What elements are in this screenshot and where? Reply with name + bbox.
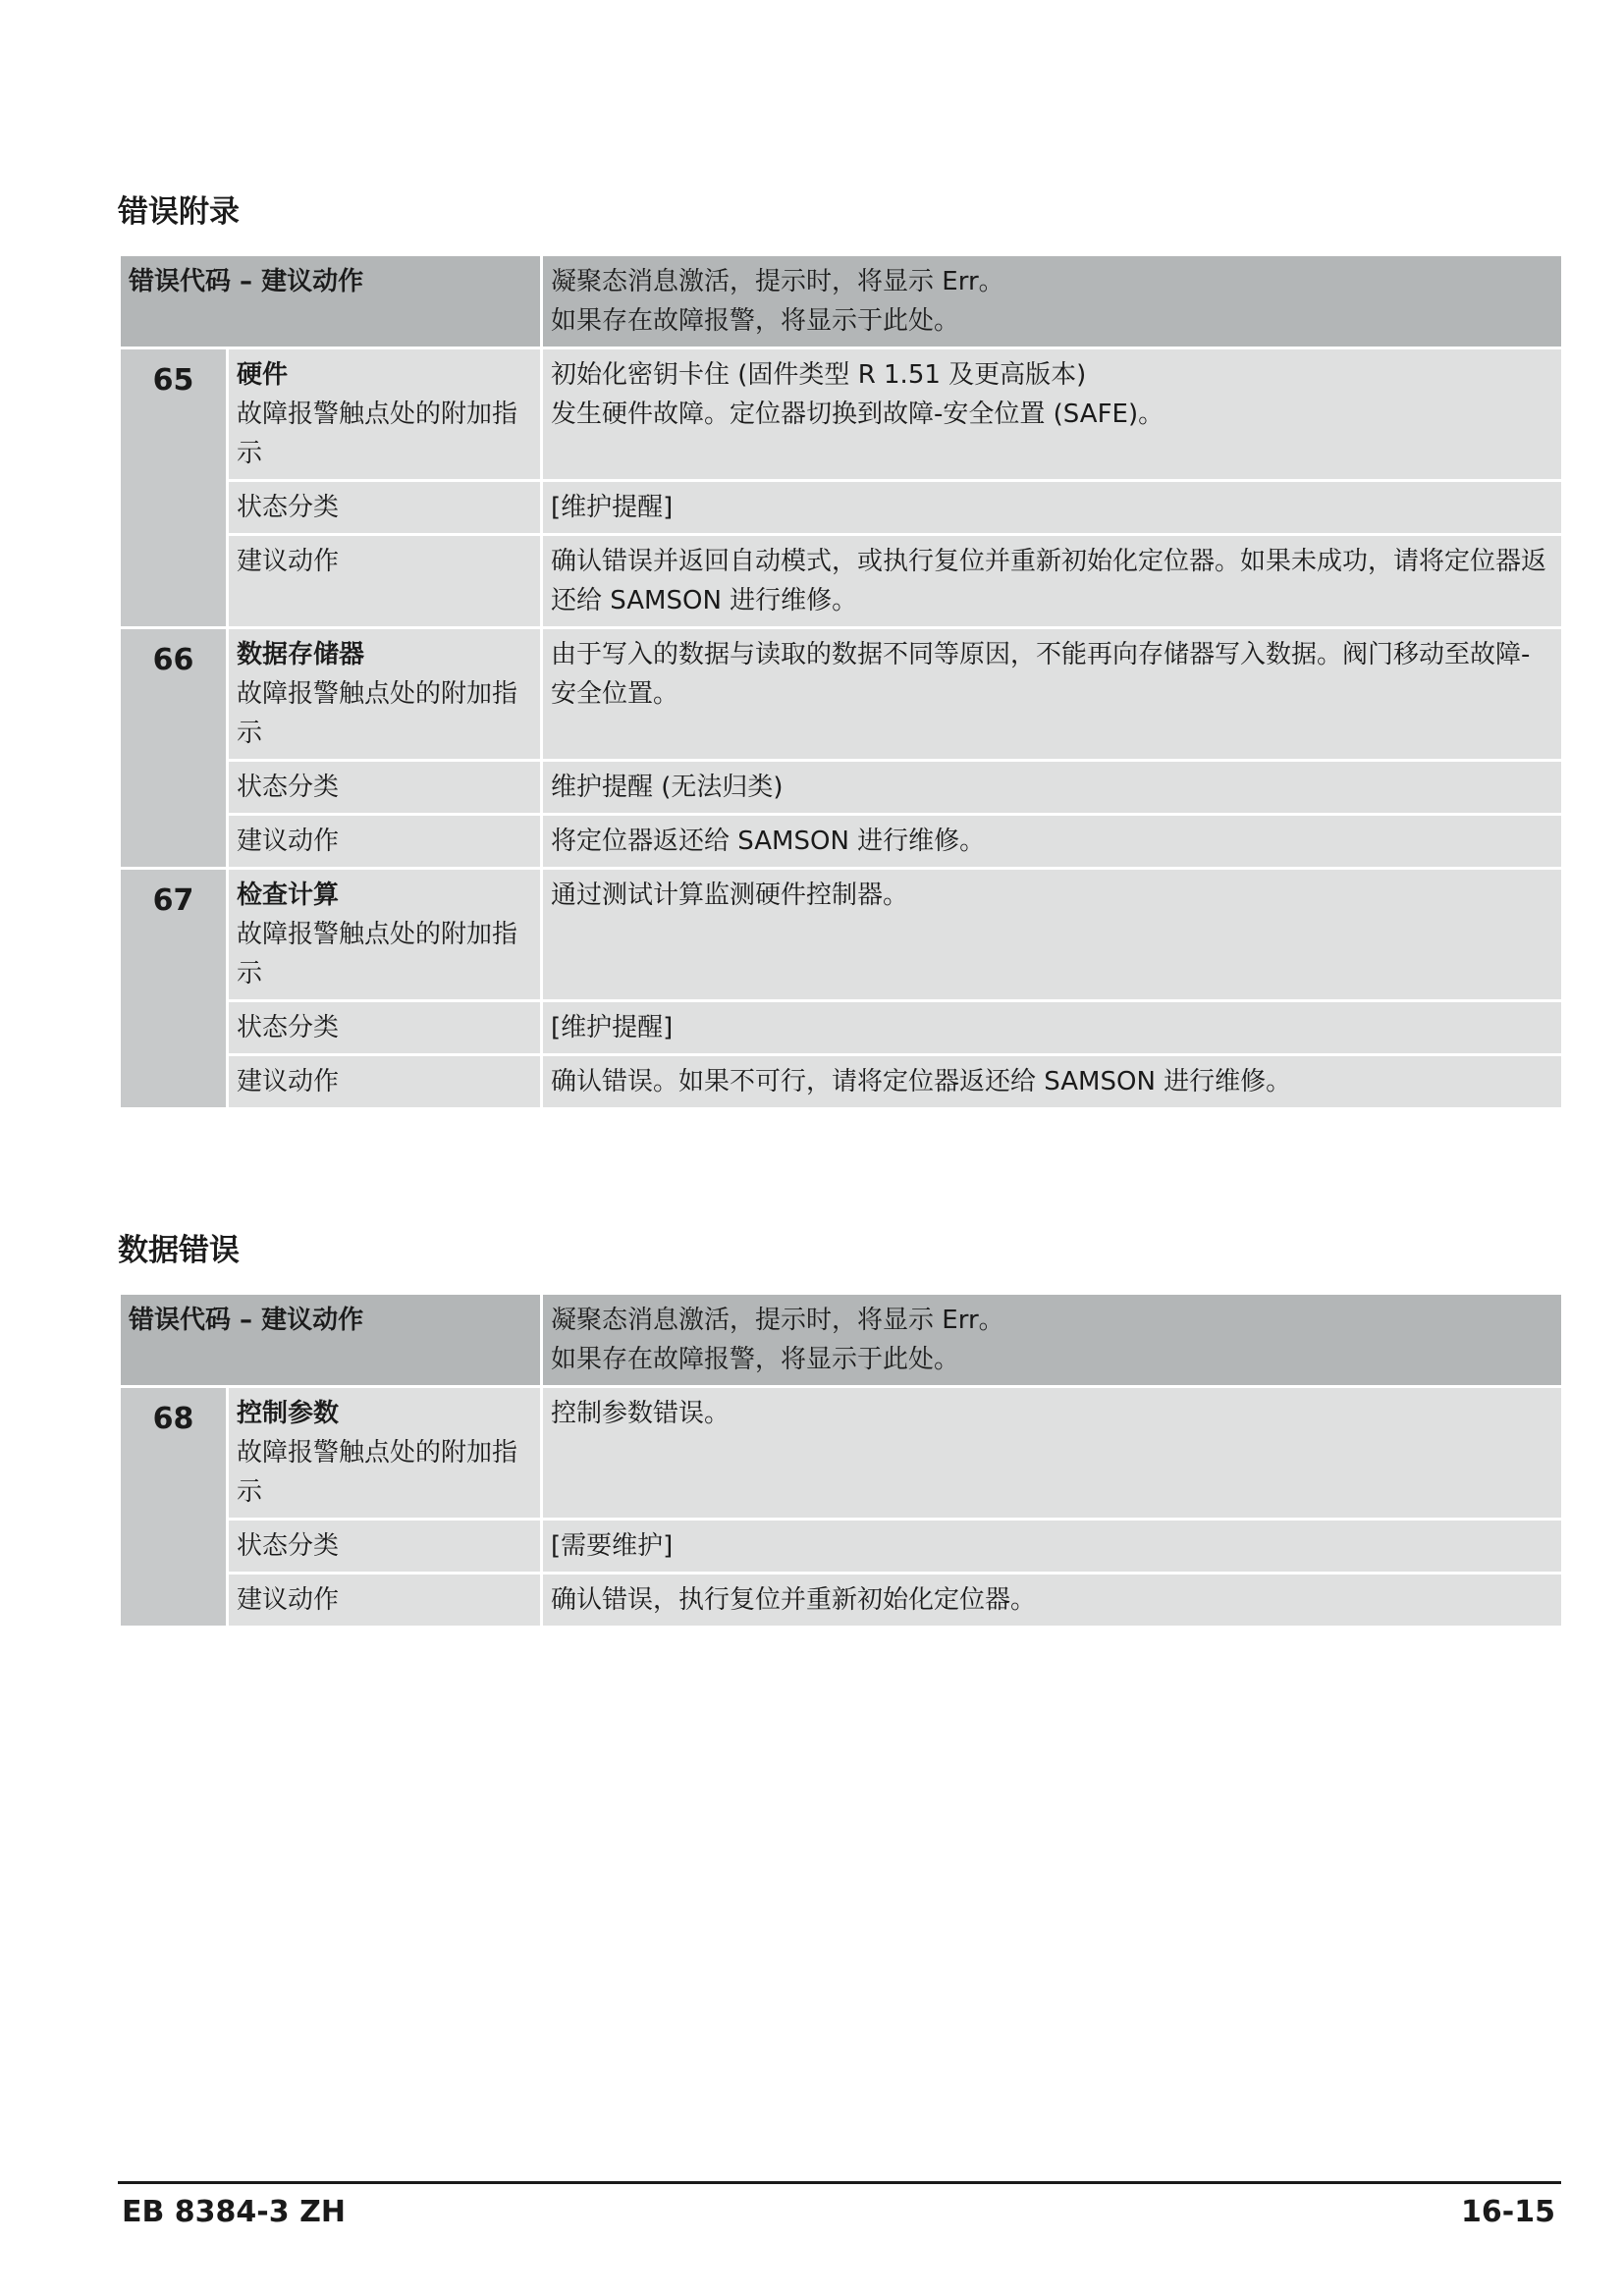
section-title-error-appendix: 错误附录 xyxy=(118,194,240,230)
error-table-data xyxy=(118,1292,1564,1629)
description-line: 通过测试计算监测硬件控制器。 xyxy=(551,881,909,910)
action-label: 建议动作 xyxy=(228,1055,542,1109)
action-label: 建议动作 xyxy=(228,535,542,628)
table-row xyxy=(120,348,1563,481)
error-description xyxy=(542,348,1563,481)
error-name: 控制参数 xyxy=(237,1399,340,1428)
error-name: 数据存储器 xyxy=(237,640,365,669)
error-name: 检查计算 xyxy=(237,881,340,910)
section-title-data-error: 数据错误 xyxy=(118,1233,240,1268)
table-header-row xyxy=(120,1294,1563,1387)
table-row xyxy=(120,1001,1563,1055)
header-description xyxy=(542,255,1563,348)
table-row xyxy=(120,1055,1563,1109)
table-row xyxy=(120,1520,1563,1574)
error-code: 68 xyxy=(120,1387,228,1628)
error-code: 66 xyxy=(120,628,228,869)
error-name-cell xyxy=(228,628,542,761)
error-description xyxy=(542,869,1563,1001)
status-label: 状态分类 xyxy=(228,1001,542,1055)
action-label: 建议动作 xyxy=(228,815,542,869)
header-line: 凝聚态消息激活，提示时，将显示 Err。 xyxy=(551,267,1004,296)
header-description xyxy=(542,1294,1563,1387)
header-code-action: 错误代码 – 建议动作 xyxy=(120,255,542,348)
error-note: 故障报警触点处的附加指示 xyxy=(237,1438,518,1507)
header-code-action: 错误代码 – 建议动作 xyxy=(120,1294,542,1387)
status-label: 状态分类 xyxy=(228,1520,542,1574)
action-value: 确认错误，执行复位并重新初始化定位器。 xyxy=(542,1574,1563,1628)
error-note: 故障报警触点处的附加指示 xyxy=(237,400,518,468)
table-row xyxy=(120,535,1563,628)
error-note: 故障报警触点处的附加指示 xyxy=(237,920,518,988)
error-table-appendix xyxy=(118,253,1564,1110)
footer-doc-id: EB 8384-3 ZH xyxy=(122,2195,346,2229)
table-row xyxy=(120,1574,1563,1628)
description-line: 由于写入的数据与读取的数据不同等原因，不能再向存储器写入数据。阀门移动至故障-安全位置。 xyxy=(551,640,1531,709)
table-row xyxy=(120,761,1563,815)
error-code: 65 xyxy=(120,348,228,628)
description-line: 发生硬件故障。定位器切换到故障-安全位置 (SAFE)。 xyxy=(551,400,1164,429)
description-line: 控制参数错误。 xyxy=(551,1399,731,1428)
status-label: 状态分类 xyxy=(228,761,542,815)
status-value: [需要维护] xyxy=(542,1520,1563,1574)
error-description xyxy=(542,628,1563,761)
error-name: 硬件 xyxy=(237,360,289,390)
action-value: 确认错误。如果不可行，请将定位器返还给 SAMSON 进行维修。 xyxy=(542,1055,1563,1109)
action-value: 确认错误并返回自动模式，或执行复位并重新初始化定位器。如果未成功，请将定位器返还给 SAMSON 进行维修。 xyxy=(542,535,1563,628)
action-value: 将定位器返还给 SAMSON 进行维修。 xyxy=(542,815,1563,869)
status-value: [维护提醒] xyxy=(542,481,1563,535)
action-label: 建议动作 xyxy=(228,1574,542,1628)
error-name-cell xyxy=(228,348,542,481)
error-note: 故障报警触点处的附加指示 xyxy=(237,679,518,748)
footer-page-number: 16-15 xyxy=(1461,2195,1555,2229)
table-row xyxy=(120,1387,1563,1520)
table-row xyxy=(120,815,1563,869)
header-line: 凝聚态消息激活，提示时，将显示 Err。 xyxy=(551,1306,1004,1335)
error-name-cell xyxy=(228,1387,542,1520)
header-line: 如果存在故障报警，将显示于此处。 xyxy=(551,1345,960,1374)
status-value: [维护提醒] xyxy=(542,1001,1563,1055)
status-value: 维护提醒 (无法归类) xyxy=(542,761,1563,815)
status-label: 状态分类 xyxy=(228,481,542,535)
table-row xyxy=(120,481,1563,535)
error-description xyxy=(542,1387,1563,1520)
table-header-row xyxy=(120,255,1563,348)
table-row xyxy=(120,869,1563,1001)
description-line: 初始化密钥卡住 (固件类型 R 1.51 及更高版本) xyxy=(551,360,1087,390)
error-name-cell xyxy=(228,869,542,1001)
header-line: 如果存在故障报警，将显示于此处。 xyxy=(551,306,960,336)
error-code: 67 xyxy=(120,869,228,1109)
footer-rule xyxy=(118,2181,1561,2184)
table-row xyxy=(120,628,1563,761)
